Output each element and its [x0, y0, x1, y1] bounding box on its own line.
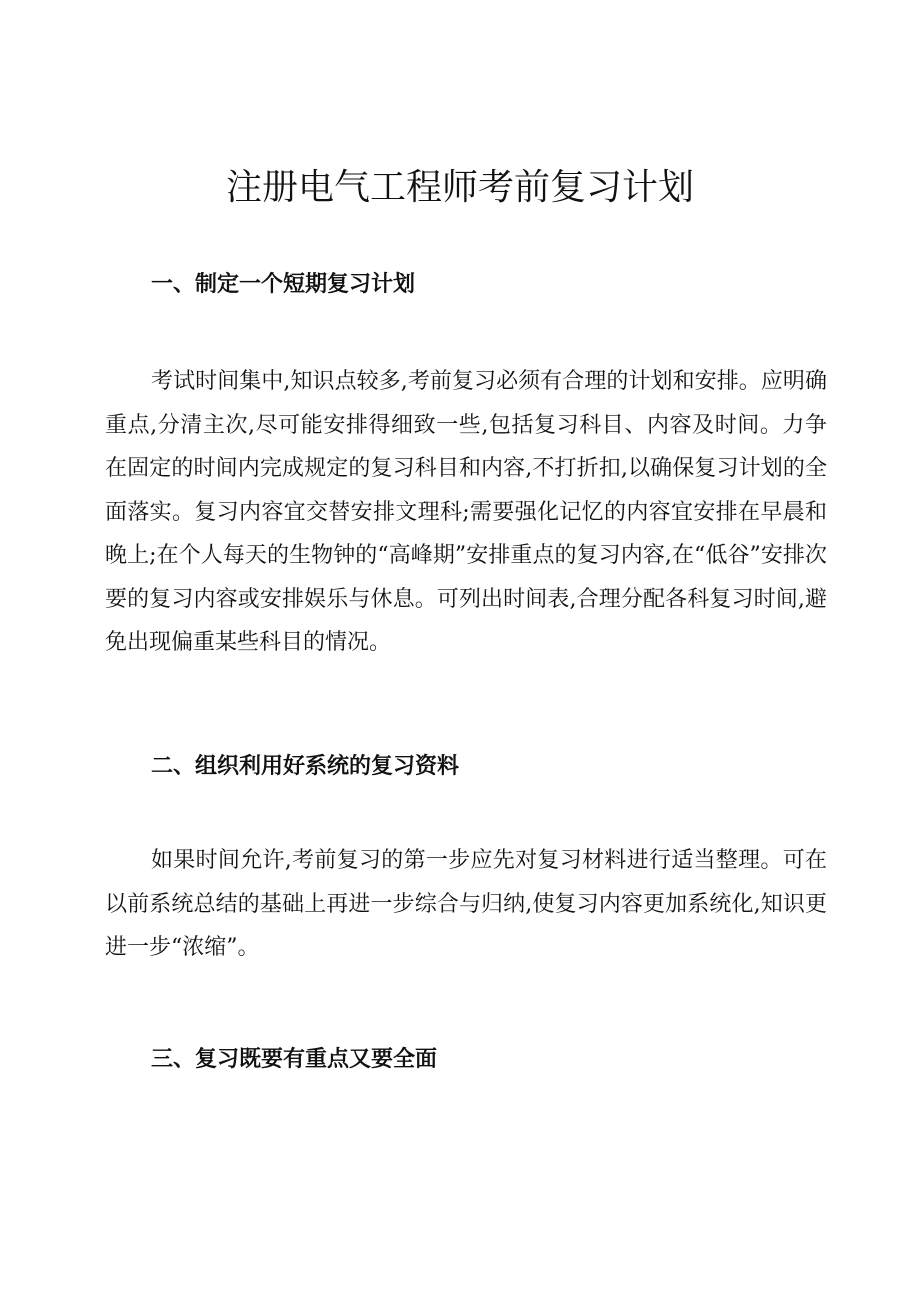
section-paragraph-1: 考试时间集中,知识点较多,考前复习必须有合理的计划和安排。应明确重点,分清主次,尽可能安排得细致一些,包括复习科目、内容及时间。力争在固定的时间内完成规定的复习科目和内容,不打折扣,以确保复习计划的全面落实。复习内容宜交替安排文理科;需要强化记忆的内容宜安排在早晨和晚上;在个人每天的生物钟的“高峰期”安排重点的复习内容,在“低谷”安排次要的复习内容或安排娱乐与休息。可列出时间表,合理分配各科复习时间,避免出现偏重某些科目的情况。 — [105, 369, 827, 655]
document-title: 注册电气工程师考前复习计划 — [225, 167, 694, 208]
section-heading-3: 三、复习既要有重点又要全面 — [151, 1046, 438, 1072]
section-heading-1: 一、制定一个短期复习计划 — [151, 271, 416, 297]
section-heading-2: 二、组织利用好系统的复习资料 — [151, 753, 460, 779]
section-paragraph-2: 如果时间允许,考前复习的第一步应先对复习材料进行适当整理。可在以前系统总结的基础上再进一步综合与归纳,使复习内容更加系统化,知识更进一步“浓缩”。 — [105, 848, 827, 960]
